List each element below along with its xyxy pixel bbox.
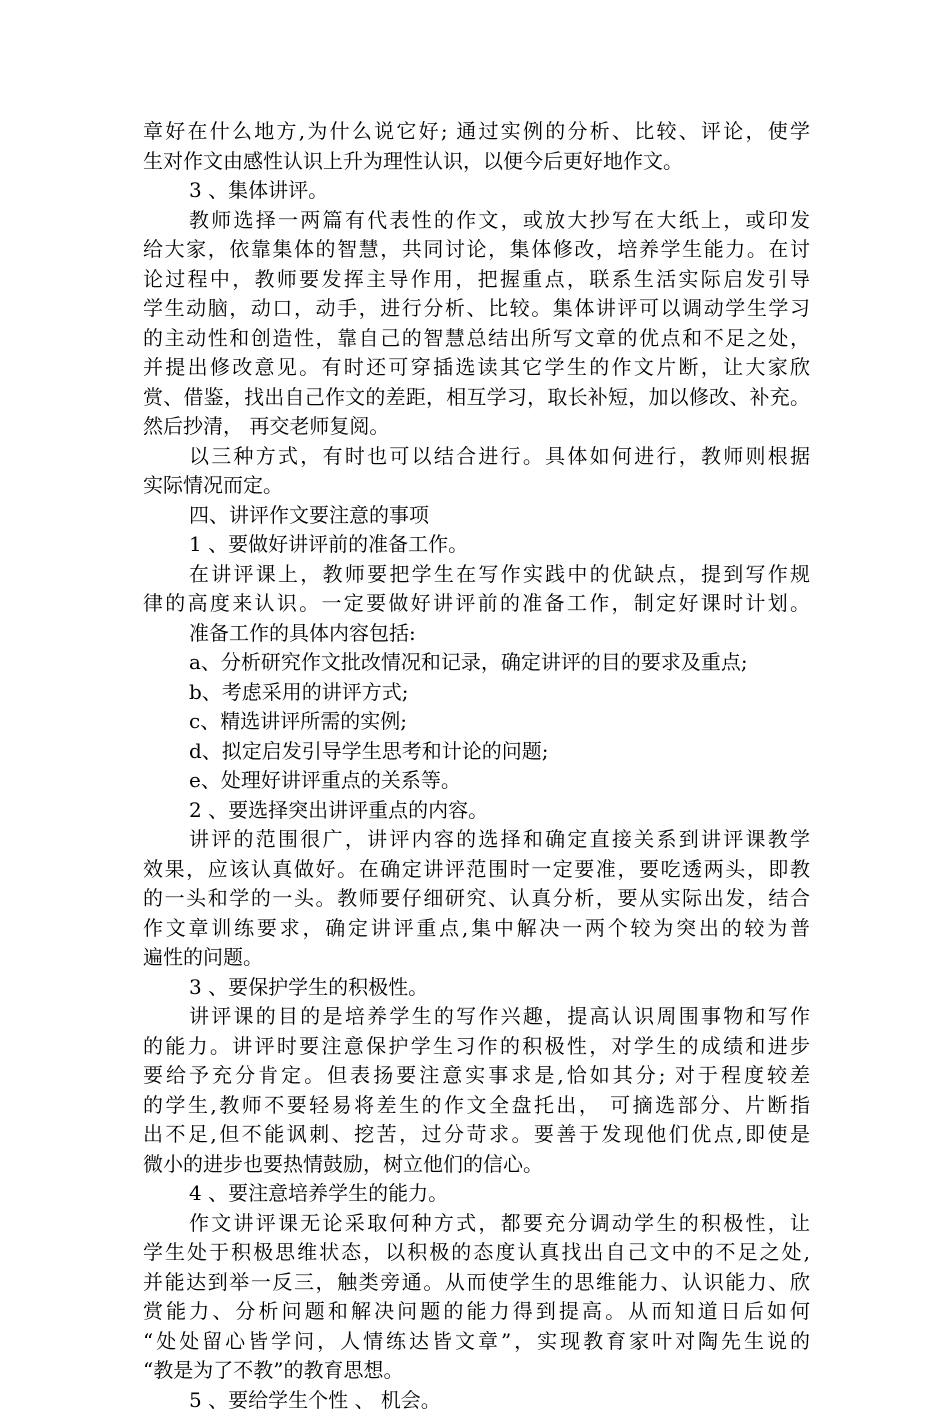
text-line: 学生动脑，动口，动手，进行分析、比较。集体讲评可以调动学生学习 [143,294,810,324]
text-line: 的能力。讲评时要注意保护学生习作的积极性，对学生的成绩和进步 [143,1032,810,1062]
text-line: 律的高度来认识。一定要做好讲评前的准备工作，制定好课时计划。 [143,589,810,619]
text-line: 教师选择一两篇有代表性的作文，或放大抄写在大纸上，或印发 [143,206,810,236]
text-line: 然后抄清， 再交老师复阅。 [143,412,810,442]
text-line: 生对作文由感性认识上升为理性认识，以便今后更好地作文。 [143,147,810,177]
text-line: 效果，应该认真做好。在确定讲评范围时一定要准，要吃透两头，即教 [143,855,810,885]
text-line: 微小的进步也要热情鼓励，树立他们的信心。 [143,1150,810,1180]
text-line: 遍性的问题。 [143,943,810,973]
text-line: 实际情况而定。 [143,471,810,501]
text-line: b、考虑采用的讲评方式; [143,678,810,708]
text-line: 讲评课的目的是培养学生的写作兴趣，提高认识周围事物和写作 [143,1002,810,1032]
text-line: 2 、要选择突出讲评重点的内容。 [143,796,810,826]
text-line: 以三种方式，有时也可以结合进行。具体如何进行，教师则根据 [143,442,810,472]
text-line: 给大家，依靠集体的智慧，共同讨论，集体修改，培养学生能力。在讨 [143,235,810,265]
text-line: 作文章训练要求，确定讲评重点,集中解决一两个较为突出的较为普 [143,914,810,944]
text-line: 并能达到举一反三，触类旁通。从而使学生的思维能力、认识能力、欣 [143,1268,810,1298]
text-line: 出不足,但不能讽刺、挖苦，过分苛求。要善于发现他们优点,即使是 [143,1120,810,1150]
text-line: 的一头和学的一头。教师要仔细研究、认真分析，要从实际出发，结合 [143,884,810,914]
text-line: 在讲评课上，教师要把学生在写作实践中的优缺点，提到写作规 [143,560,810,590]
text-line: 准备工作的具体内容包括: [143,619,810,649]
text-line: 5 、要给学生个性 、 机会。 [143,1386,810,1415]
text-line: 学生处于积极思维状态，以积极的态度认真找出自己文中的不足之处, [143,1238,810,1268]
text-line: “教是为了不教”的教育思想。 [143,1356,810,1386]
text-line: a、分析研究作文批改情况和记录，确定讲评的目的要求及重点; [143,648,810,678]
text-line: d、拟定启发引导学生思考和计论的问题; [143,737,810,767]
text-line: 论过程中，教师要发挥主导作用，把握重点，联系生活实际启发引导 [143,265,810,295]
text-line: 章好在什么地方,为什么说它好; 通过实例的分析、比较、评论，使学 [143,117,810,147]
text-line: 要给予充分肯定。但表扬要注意实事求是,恰如其分; 对于程度较差 [143,1061,810,1091]
text-line: 赏、借鉴，找出自己作文的差距，相互学习，取长补短，加以修改、补充。 [143,383,810,413]
text-line: “处处留心皆学问，人情练达皆文章”，实现教育家叶对陶先生说的 [143,1327,810,1357]
text-line: 并提出修改意见。有时还可穿插选读其它学生的作文片断，让大家欣 [143,353,810,383]
text-line: 1 、要做好讲评前的准备工作。 [143,530,810,560]
text-line: e、处理好讲评重点的关系等。 [143,766,810,796]
text-line: c、精选讲评所需的实例; [143,707,810,737]
text-line: 赏能力、分析问题和解决问题的能力得到提高。从而知道日后如何 [143,1297,810,1327]
text-line: 4 、要注意培养学生的能力。 [143,1179,810,1209]
text-line: 讲评的范围很广，讲评内容的选择和确定直接关系到讲评课教学 [143,825,810,855]
text-line: 的主动性和创造性，靠自己的智慧总结出所写文章的优点和不足之处， [143,324,810,354]
text-line: 的学生,教师不要轻易将差生的作文全盘托出， 可摘选部分、片断指 [143,1091,810,1121]
text-line: 3 、要保护学生的积极性。 [143,973,810,1003]
text-line: 作文讲评课无论采取何种方式，都要充分调动学生的积极性，让 [143,1209,810,1239]
text-line: 四、讲评作文要注意的事项 [143,501,810,531]
text-line: 3 、集体讲评。 [143,176,810,206]
